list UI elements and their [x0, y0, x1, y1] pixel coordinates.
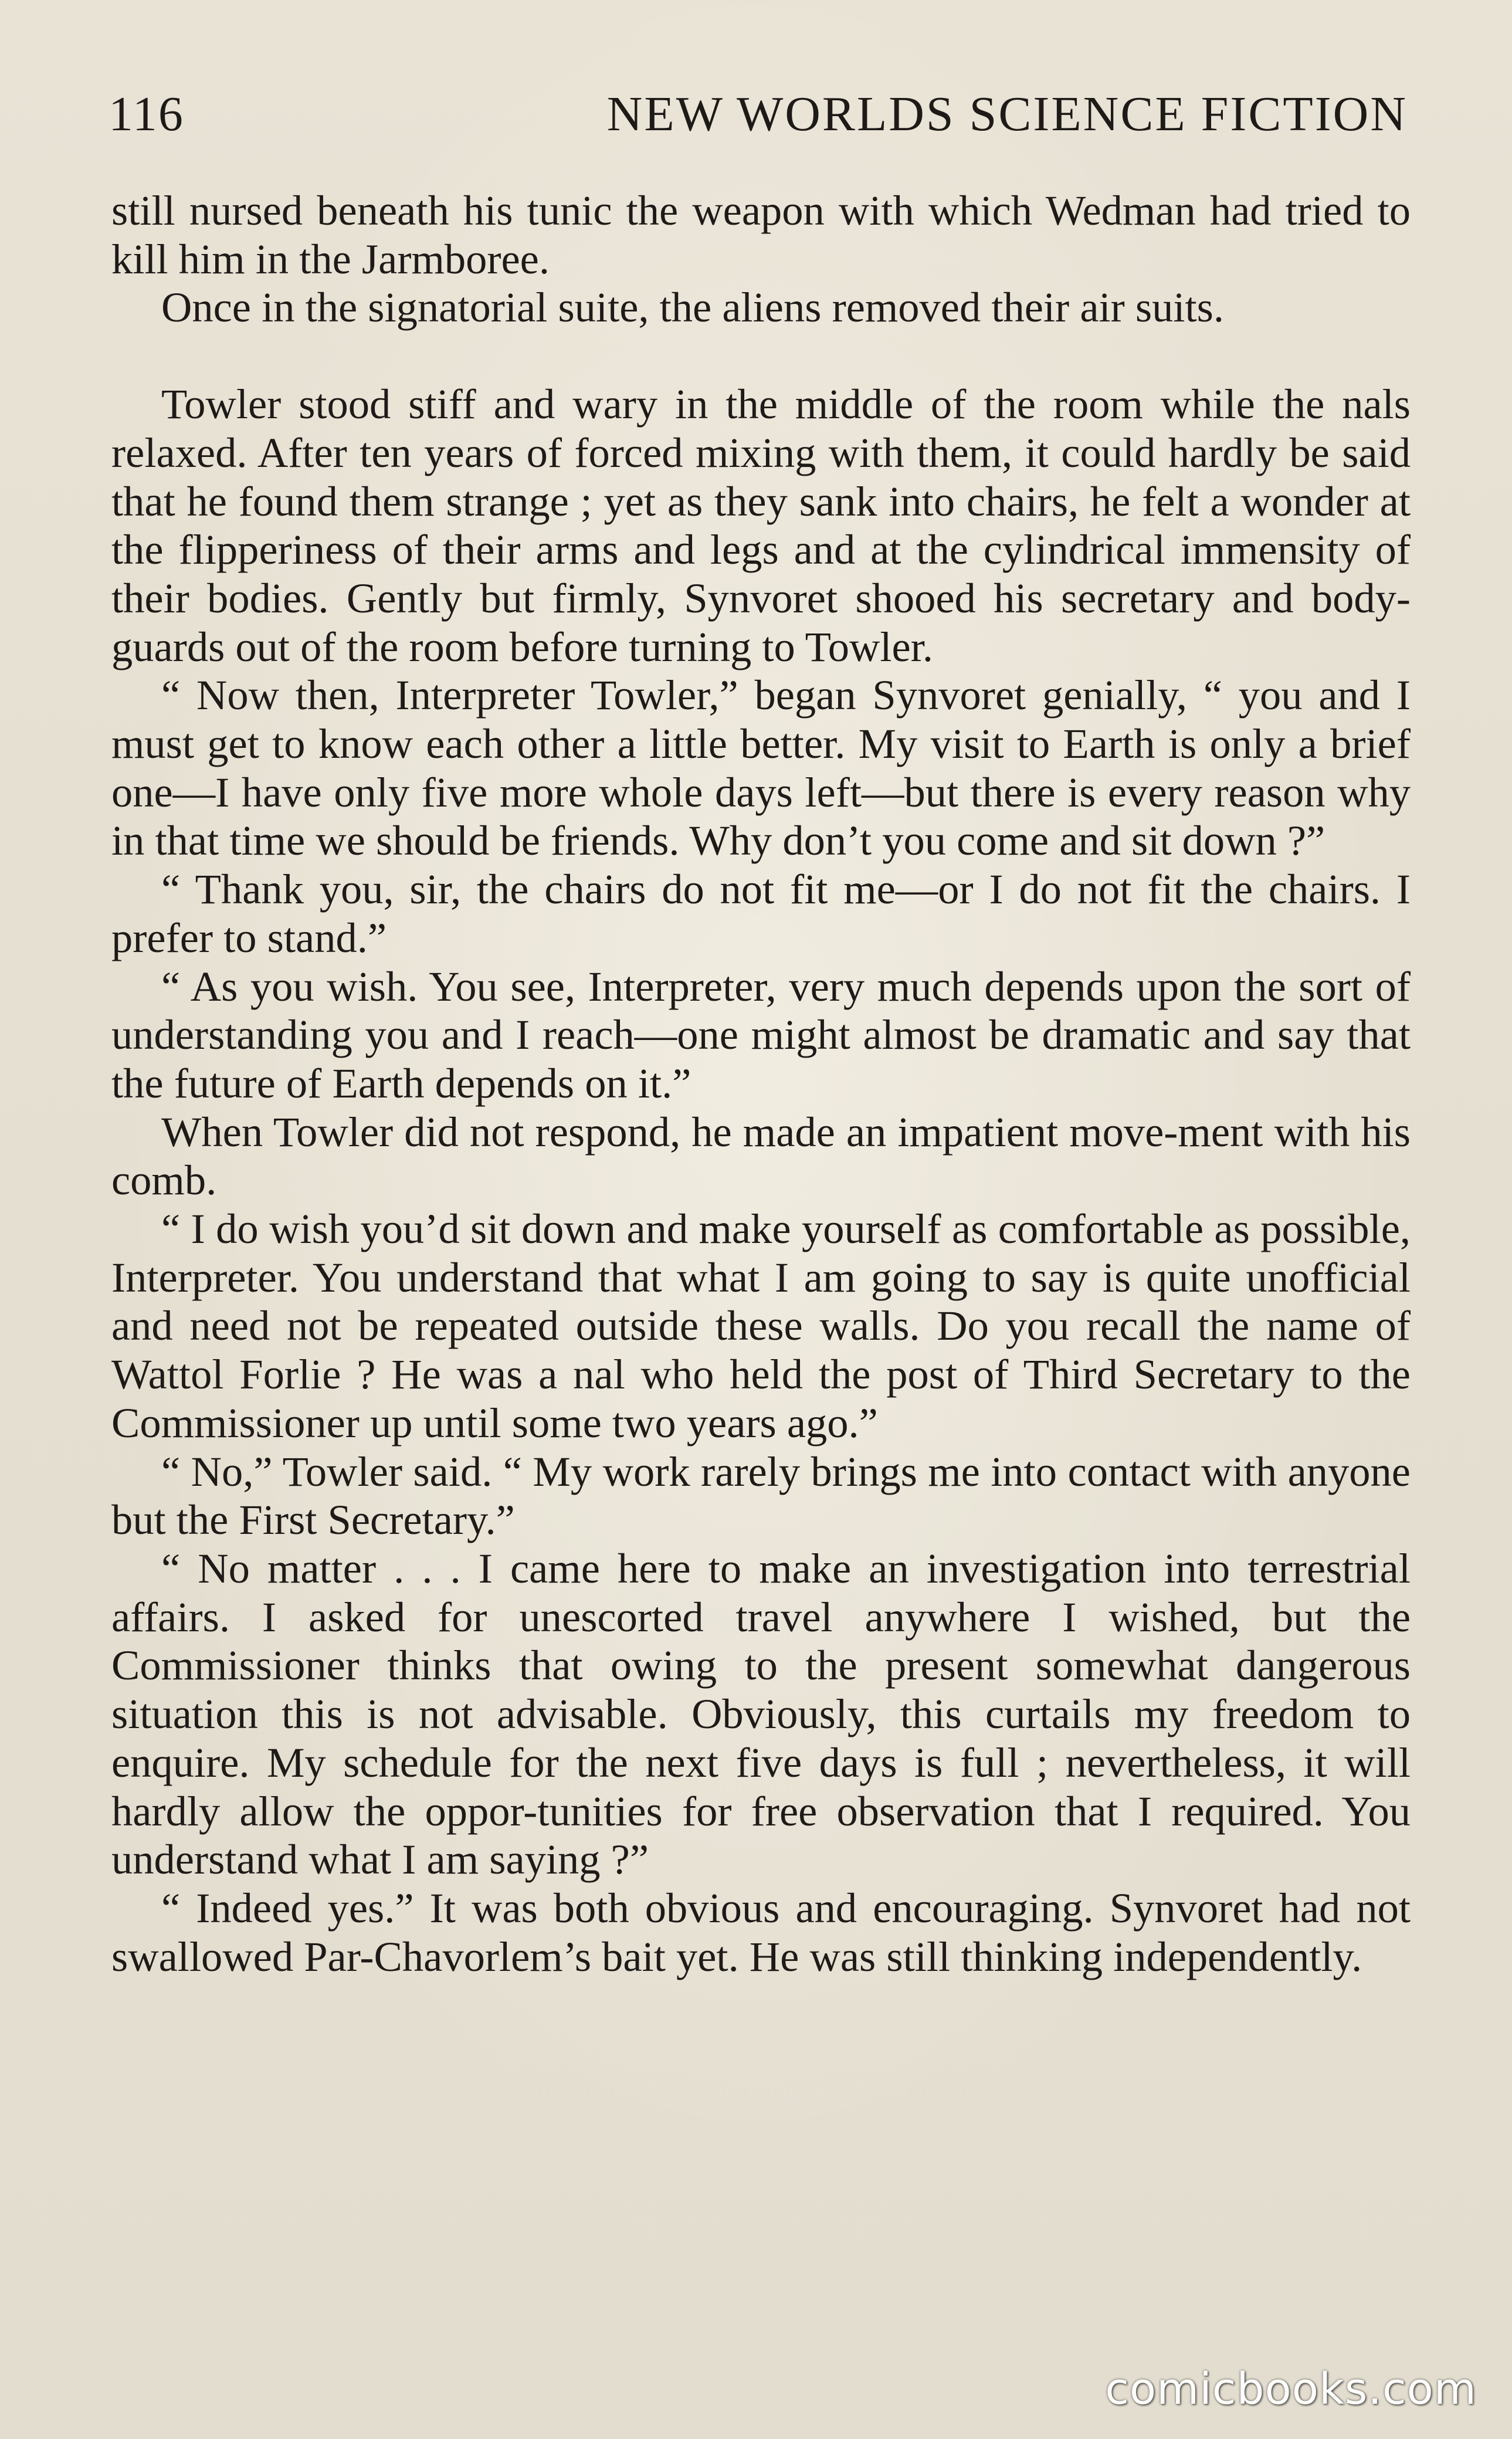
paragraph: Towler stood stiff and wary in the middle of the room while the nals relaxed. After ten years of forced mixing with them, it could hardly be said that he found them strange ; yet as they sank into chairs, he felt a wonder at the flipperiness of their arms and legs and at the cylindrical immensity of their bodies. Gently but firmly, Synvoret shooed his secretary and body-guards out of the room before turning to Towler.: [111, 380, 1411, 670]
paragraph: “ As you wish. You see, Interpreter, very much depends upon the sort of understanding you and I reach—one might almost be dramatic and say that the future of Earth depends on it.”: [111, 962, 1411, 1107]
watermark: comicbooks.com: [1105, 2364, 1477, 2414]
page-header: [109, 82, 1408, 147]
page-number: 116: [109, 87, 184, 141]
body-text: [111, 187, 1411, 1981]
paragraph: “ I do wish you’d sit down and make yourself as comfortable as possible, Interpreter. You understand that what I am going to say is quite unofficial and need not be repeated outside these walls. Do you recall the name of Wattol Forlie ? He was a nal who held the post of Third Secretary to the Commissioner up until some two years ago.”: [111, 1205, 1411, 1447]
paragraph: Once in the signatorial suite, the aliens removed their air suits.: [161, 283, 1225, 331]
paragraph: When Towler did not respond, he made an impatient move-ment with his comb.: [111, 1107, 1411, 1204]
paragraph: “ Now then, Interpreter Towler,” began Synvoret genially, “ you and I must get to know each other a little better. My visit to Earth is only a brief one—I have only five more whole days left—but there is every reason why in that time we should be friends. Why don’t you come and sit down ?”: [111, 671, 1411, 865]
paragraph: “ No matter . . . I came here to make an investigation into terrestrial affairs. I asked for unescorted travel anywhere I wished, but the Commissioner thinks that owing to the present somewhat dangerous situation this is not advisable. Obviously, this curtails my freedom to enquire. My schedule for the next five days is full ; nevertheless, it will hardly allow the oppor-tunities for free observation that I required. You understand what I am saying ?”: [111, 1544, 1411, 1884]
paragraph: “ Indeed yes.” It was both obvious and encouraging. Synvoret had not swallowed Par-Chavorlem’s bait yet. He was still thinking independently.: [111, 1884, 1411, 1980]
running-title: NEW WORLDS SCIENCE FICTION: [606, 87, 1408, 141]
paragraph: “ Thank you, sir, the chairs do not fit me—or I do not fit the chairs. I prefer to stand.”: [111, 865, 1411, 961]
paragraph: “ No,” Towler said. “ My work rarely brings me into contact with anyone but the First Secretary.”: [111, 1447, 1411, 1544]
paragraph: still nursed beneath his tunic the weapon with which Wedman had tried to kill him in the Jarmboree.: [111, 187, 1411, 283]
